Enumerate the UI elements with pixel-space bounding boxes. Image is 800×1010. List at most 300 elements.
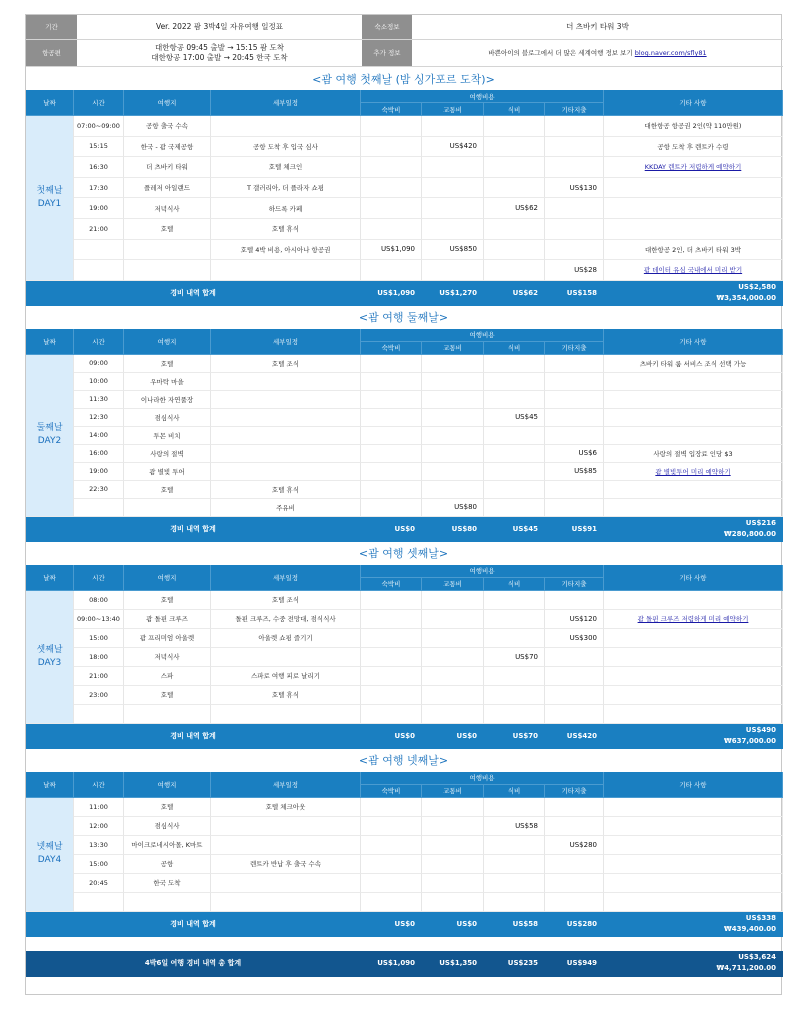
row-food	[484, 686, 545, 705]
row-note-link[interactable]: KKDAY 렌트카 저렴하게 예약하기	[604, 157, 783, 178]
row-place: 저녁식사	[124, 198, 211, 219]
row-transport	[422, 667, 484, 686]
row-lodging: US$1,090	[361, 240, 422, 261]
row-place: 점심식사	[124, 817, 211, 836]
row-detail	[211, 116, 361, 137]
total-lodging: US$0	[361, 912, 422, 937]
row-food	[484, 116, 545, 137]
header-detail: 세부일정	[211, 772, 361, 798]
grand-usd: US$3,624	[738, 953, 776, 962]
header-time: 시간	[74, 90, 124, 116]
row-detail: 호텔 휴식	[211, 219, 361, 240]
row-detail	[211, 874, 361, 893]
row-transport: US$420	[422, 137, 484, 158]
header-cost: 여행비용	[361, 772, 604, 785]
row-place: 더 츠바키 타워	[124, 157, 211, 178]
row-time: 14:00	[74, 427, 124, 445]
row-note	[604, 481, 783, 499]
header-lodging: 숙박비	[361, 578, 422, 591]
day-title: <괌 여행 넷째날>	[358, 754, 449, 768]
row-detail	[211, 893, 361, 912]
total-lodging: US$0	[361, 517, 422, 542]
header-food: 식비	[484, 103, 545, 116]
row-detail: 스파로 여행 피로 날리기	[211, 667, 361, 686]
row-note	[604, 409, 783, 427]
row-other	[545, 798, 604, 817]
day-title: <괌 여행 첫째날 (밤 싱가포르 도착)>	[312, 72, 495, 86]
header-transport: 교통비	[422, 578, 484, 591]
row-lodging	[361, 667, 422, 686]
row-transport	[422, 817, 484, 836]
row-lodging	[361, 355, 422, 373]
hotel-value: 더 츠바키 타워 3박	[412, 15, 783, 40]
row-detail: 호텔 체크인	[211, 157, 361, 178]
row-time: 17:30	[74, 178, 124, 199]
row-place: 마이크로네시아몰, K마트	[124, 836, 211, 855]
row-time: 21:00	[74, 219, 124, 240]
row-food	[484, 391, 545, 409]
row-place: 괌 돌핀 크루즈	[124, 610, 211, 629]
row-note: 공항 도착 후 렌트카 수령	[604, 137, 783, 158]
header-detail: 세부일정	[211, 329, 361, 355]
row-food	[484, 893, 545, 912]
row-food	[484, 355, 545, 373]
row-food	[484, 178, 545, 199]
row-detail: 호텔 조식	[211, 355, 361, 373]
row-food	[484, 667, 545, 686]
total-sum	[604, 724, 783, 749]
row-place: 한국 - 괌 국제공항	[124, 137, 211, 158]
row-other: US$85	[545, 463, 604, 481]
header-day: 날짜	[26, 329, 74, 355]
day-section	[26, 542, 781, 749]
row-transport	[422, 198, 484, 219]
days-container	[26, 67, 781, 937]
row-place: 공항 출국 수속	[124, 116, 211, 137]
grand-lodging: US$1,090	[361, 951, 422, 977]
row-note	[604, 817, 783, 836]
row-lodging	[361, 499, 422, 517]
row-detail	[211, 409, 361, 427]
total-food: US$45	[484, 517, 545, 542]
row-other: US$280	[545, 836, 604, 855]
grand-other: US$949	[545, 951, 604, 977]
total-food: US$58	[484, 912, 545, 937]
grand-sum	[604, 951, 783, 977]
row-food: US$58	[484, 817, 545, 836]
row-place: 스파	[124, 667, 211, 686]
row-food	[484, 499, 545, 517]
row-other	[545, 116, 604, 137]
row-transport	[422, 481, 484, 499]
row-lodging	[361, 705, 422, 724]
row-lodging	[361, 481, 422, 499]
total-label: 경비 내역 합계	[26, 281, 361, 306]
row-food	[484, 629, 545, 648]
info-header	[26, 15, 781, 67]
row-note	[604, 874, 783, 893]
header-detail: 세부일정	[211, 565, 361, 591]
row-note-link[interactable]: 괌 돌핀 크루즈 저렴하게 미리 예약하기	[604, 610, 783, 629]
row-other	[545, 427, 604, 445]
row-transport	[422, 686, 484, 705]
header-notes: 기타 사항	[604, 565, 783, 591]
row-other: US$28	[545, 260, 604, 281]
total-usd: US$216	[745, 518, 776, 527]
row-other	[545, 481, 604, 499]
header-time: 시간	[74, 565, 124, 591]
header-notes: 기타 사항	[604, 329, 783, 355]
total-krw: ₩637,000.00	[723, 736, 776, 745]
row-detail: 호텔 4박 비용, 아시아나 항공권	[211, 240, 361, 261]
row-time: 15:00	[74, 855, 124, 874]
total-sum	[604, 912, 783, 937]
row-time: 16:00	[74, 445, 124, 463]
row-lodging	[361, 855, 422, 874]
row-transport	[422, 610, 484, 629]
total-krw: ₩3,354,000.00	[716, 293, 776, 302]
row-time: 12:00	[74, 817, 124, 836]
total-lodging: US$0	[361, 724, 422, 749]
row-time: 12:30	[74, 409, 124, 427]
header-transport: 교통비	[422, 785, 484, 798]
header-other: 기타지출	[545, 785, 604, 798]
row-place: 호텔	[124, 798, 211, 817]
grand-food: US$235	[484, 951, 545, 977]
row-place: 우마탁 마을	[124, 373, 211, 391]
row-transport	[422, 260, 484, 281]
day-label: 첫째날 DAY1	[26, 116, 74, 281]
row-detail: 하드록 카페	[211, 198, 361, 219]
row-place	[124, 240, 211, 261]
grand-krw: ₩4,711,200.00	[716, 964, 776, 973]
row-food	[484, 798, 545, 817]
total-usd: US$338	[745, 913, 776, 922]
row-transport	[422, 116, 484, 137]
day-title: <괌 여행 셋째날>	[358, 547, 449, 561]
row-transport	[422, 355, 484, 373]
row-place	[124, 705, 211, 724]
grand-transport: US$1,350	[422, 951, 484, 977]
row-place: 괌 프리미엄 아울렛	[124, 629, 211, 648]
row-time: 23:00	[74, 686, 124, 705]
row-food	[484, 260, 545, 281]
header-time: 시간	[74, 329, 124, 355]
row-lodging	[361, 591, 422, 610]
row-note	[604, 648, 783, 667]
row-lodging	[361, 157, 422, 178]
row-place: 호텔	[124, 219, 211, 240]
row-time: 11:00	[74, 798, 124, 817]
header-detail: 세부일정	[211, 90, 361, 116]
row-detail: 호텔 체크아웃	[211, 798, 361, 817]
row-note	[604, 499, 783, 517]
row-note	[604, 629, 783, 648]
row-note-link[interactable]: 괌 별빛투어 미리 예약하기	[604, 463, 783, 481]
row-time: 18:00	[74, 648, 124, 667]
row-lodging	[361, 445, 422, 463]
row-lodging	[361, 116, 422, 137]
row-transport	[422, 178, 484, 199]
total-label: 경비 내역 합계	[26, 912, 361, 937]
row-other	[545, 391, 604, 409]
row-note-link[interactable]: 괌 데이터 유심 국내에서 미리 받기	[604, 260, 783, 281]
header-food: 식비	[484, 785, 545, 798]
extra-label: 추가 정보	[362, 40, 412, 67]
row-note: 대한항공 2인, 더 츠바키 타워 3박	[604, 240, 783, 261]
row-note	[604, 798, 783, 817]
row-other	[545, 219, 604, 240]
row-lodging	[361, 198, 422, 219]
row-transport	[422, 591, 484, 610]
row-time: 21:00	[74, 667, 124, 686]
header-cost: 여행비용	[361, 329, 604, 342]
row-lodging	[361, 686, 422, 705]
row-detail: 돌핀 크루즈, 수중 전망대, 점식식사	[211, 610, 361, 629]
grand-total-label: 4박6일 여행 경비 내역 총 합계	[26, 951, 361, 977]
row-note: 대한항공 항공권 2인(약 110만원)	[604, 116, 783, 137]
row-detail	[211, 373, 361, 391]
row-transport	[422, 836, 484, 855]
row-other	[545, 409, 604, 427]
period-value: Ver. 2022 괌 3박4일 자유여행 일정표	[77, 15, 362, 40]
row-other	[545, 648, 604, 667]
row-place: 이나라한 자연풀장	[124, 391, 211, 409]
row-note	[604, 836, 783, 855]
row-place: 투몬 비치	[124, 427, 211, 445]
row-other	[545, 355, 604, 373]
row-time: 11:30	[74, 391, 124, 409]
row-other	[545, 893, 604, 912]
row-detail: 호텔 휴식	[211, 481, 361, 499]
row-place: 공항	[124, 855, 211, 874]
header-transport: 교통비	[422, 342, 484, 355]
flight-label: 항공편	[26, 40, 77, 67]
row-time	[74, 240, 124, 261]
header-place: 여행지	[124, 329, 211, 355]
day-table	[26, 90, 781, 306]
row-transport	[422, 798, 484, 817]
row-time: 09:00~13:40	[74, 610, 124, 629]
row-food: US$70	[484, 648, 545, 667]
total-label: 경비 내역 합계	[26, 517, 361, 542]
row-other	[545, 686, 604, 705]
day-table	[26, 565, 781, 749]
row-note	[604, 373, 783, 391]
row-other	[545, 591, 604, 610]
header-place: 여행지	[124, 565, 211, 591]
row-detail: 공항 도착 후 입국 심사	[211, 137, 361, 158]
row-detail	[211, 391, 361, 409]
header-lodging: 숙박비	[361, 103, 422, 116]
day-section	[26, 306, 781, 542]
day-label: 둘째날 DAY2	[26, 355, 74, 517]
total-other: US$420	[545, 724, 604, 749]
row-time: 22:30	[74, 481, 124, 499]
row-food	[484, 610, 545, 629]
row-food	[484, 705, 545, 724]
header-notes: 기타 사항	[604, 90, 783, 116]
total-usd: US$490	[745, 725, 776, 734]
row-note	[604, 427, 783, 445]
row-other: US$6	[545, 445, 604, 463]
row-other	[545, 499, 604, 517]
total-krw: ₩280,800.00	[723, 529, 776, 538]
header-lodging: 숙박비	[361, 785, 422, 798]
row-detail: 호텔 조식	[211, 591, 361, 610]
row-time: 08:00	[74, 591, 124, 610]
row-detail: 주유비	[211, 499, 361, 517]
row-transport	[422, 409, 484, 427]
row-transport	[422, 157, 484, 178]
row-time	[74, 499, 124, 517]
row-lodging	[361, 463, 422, 481]
row-other	[545, 667, 604, 686]
row-food	[484, 445, 545, 463]
row-transport	[422, 705, 484, 724]
row-place: 호텔	[124, 481, 211, 499]
row-detail	[211, 445, 361, 463]
row-note	[604, 198, 783, 219]
header-transport: 교통비	[422, 103, 484, 116]
day-table	[26, 772, 781, 937]
header-place: 여행지	[124, 90, 211, 116]
row-transport	[422, 855, 484, 874]
row-food	[484, 240, 545, 261]
row-detail	[211, 648, 361, 667]
row-transport: US$80	[422, 499, 484, 517]
row-lodging	[361, 137, 422, 158]
row-note	[604, 705, 783, 724]
row-note	[604, 893, 783, 912]
row-transport	[422, 219, 484, 240]
row-note: 츠바키 타워 룸 서비스 조식 선택 가능	[604, 355, 783, 373]
row-transport	[422, 373, 484, 391]
row-transport	[422, 445, 484, 463]
row-other	[545, 817, 604, 836]
total-transport: US$1,270	[422, 281, 484, 306]
row-detail	[211, 836, 361, 855]
row-lodging	[361, 391, 422, 409]
day-table	[26, 329, 781, 542]
total-other: US$158	[545, 281, 604, 306]
row-transport	[422, 648, 484, 667]
row-detail: 아울렛 쇼핑 즐기기	[211, 629, 361, 648]
itinerary-sheet	[25, 14, 782, 995]
row-other: US$300	[545, 629, 604, 648]
row-place: 사랑의 절벽	[124, 445, 211, 463]
total-other: US$280	[545, 912, 604, 937]
extra-info	[412, 40, 783, 67]
row-note	[604, 219, 783, 240]
total-sum	[604, 281, 783, 306]
row-place: 호텔	[124, 591, 211, 610]
total-food: US$62	[484, 281, 545, 306]
total-sum	[604, 517, 783, 542]
row-lodging	[361, 874, 422, 893]
header-other: 기타지출	[545, 578, 604, 591]
row-place: 점심식사	[124, 409, 211, 427]
row-lodging	[361, 178, 422, 199]
header-place: 여행지	[124, 772, 211, 798]
row-lodging	[361, 610, 422, 629]
period-label: 기간	[26, 15, 77, 40]
row-other	[545, 137, 604, 158]
row-food	[484, 855, 545, 874]
row-time: 15:15	[74, 137, 124, 158]
header-notes: 기타 사항	[604, 772, 783, 798]
row-transport: US$850	[422, 240, 484, 261]
row-food	[484, 836, 545, 855]
header-day: 날짜	[26, 565, 74, 591]
row-lodging	[361, 648, 422, 667]
row-note	[604, 686, 783, 705]
row-detail: T 갤러리아, 더 플라자 쇼핑	[211, 178, 361, 199]
row-other	[545, 198, 604, 219]
row-lodging	[361, 409, 422, 427]
flight-value: 대한항공 09:45 출발 → 15:15 괌 도착 대한항공 17:00 출발 → 20:45 한국 도착	[77, 40, 362, 67]
row-other	[545, 705, 604, 724]
row-food	[484, 157, 545, 178]
header-food: 식비	[484, 578, 545, 591]
total-transport: US$80	[422, 517, 484, 542]
row-detail	[211, 463, 361, 481]
row-lodging	[361, 427, 422, 445]
blog-link[interactable]: blog.naver.com/sfly81	[634, 49, 707, 57]
row-lodging	[361, 260, 422, 281]
total-label: 경비 내역 합계	[26, 724, 361, 749]
row-food	[484, 874, 545, 893]
row-transport	[422, 874, 484, 893]
header-day: 날짜	[26, 772, 74, 798]
row-lodging	[361, 629, 422, 648]
row-detail: 렌트카 반납 후 출국 수속	[211, 855, 361, 874]
total-food: US$70	[484, 724, 545, 749]
row-time: 15:00	[74, 629, 124, 648]
row-lodging	[361, 219, 422, 240]
day-section	[26, 67, 781, 306]
row-place: 한국 도착	[124, 874, 211, 893]
row-place: 저녁식사	[124, 648, 211, 667]
row-other	[545, 373, 604, 391]
row-food	[484, 591, 545, 610]
row-time	[74, 705, 124, 724]
row-place: 호텔	[124, 686, 211, 705]
row-food: US$45	[484, 409, 545, 427]
total-other: US$91	[545, 517, 604, 542]
day-section	[26, 749, 781, 937]
total-krw: ₩439,400.00	[723, 924, 776, 933]
row-other	[545, 240, 604, 261]
row-detail: 호텔 휴식	[211, 686, 361, 705]
header-other: 기타지출	[545, 342, 604, 355]
total-lodging: US$1,090	[361, 281, 422, 306]
row-time	[74, 893, 124, 912]
row-time: 13:30	[74, 836, 124, 855]
row-note	[604, 667, 783, 686]
row-other	[545, 874, 604, 893]
total-usd: US$2,580	[738, 282, 776, 291]
day-label: 셋째날 DAY3	[26, 591, 74, 724]
row-detail	[211, 817, 361, 836]
header-other: 기타지출	[545, 103, 604, 116]
row-other: US$130	[545, 178, 604, 199]
row-food	[484, 481, 545, 499]
row-transport	[422, 893, 484, 912]
row-time	[74, 260, 124, 281]
row-note	[604, 391, 783, 409]
row-time: 20:45	[74, 874, 124, 893]
